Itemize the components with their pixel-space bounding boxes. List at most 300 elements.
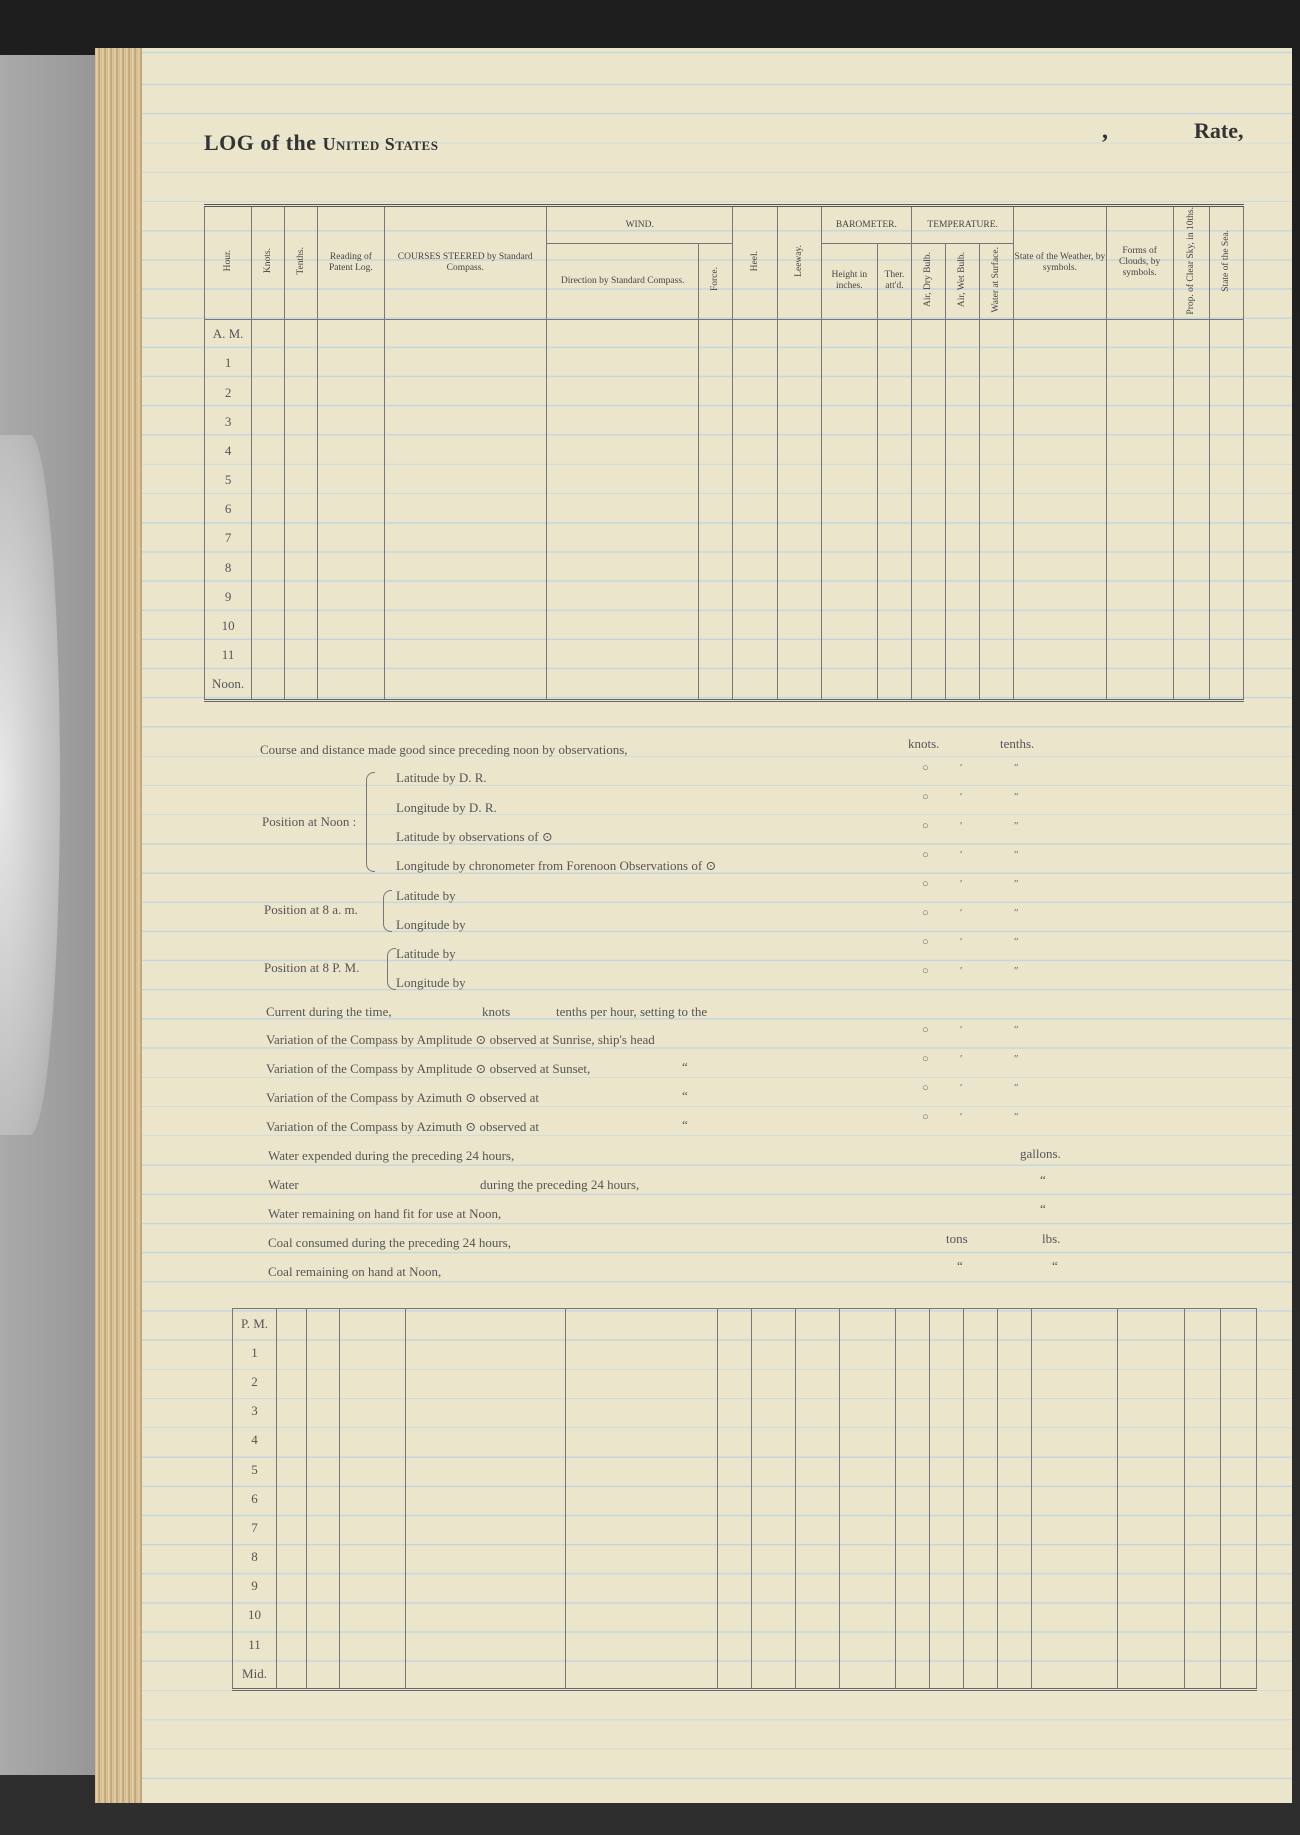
pm-entry-cell	[277, 1543, 307, 1572]
pm-entry-cell	[896, 1572, 930, 1601]
pm-entry-cell	[796, 1338, 840, 1367]
am-entry-cell	[946, 553, 980, 582]
am-entry-cell	[1106, 349, 1173, 378]
pm-hour-cell: 4	[233, 1426, 277, 1455]
am-entry-cell	[285, 524, 318, 553]
pm-entry-cell	[998, 1630, 1032, 1659]
am-entry-cell	[285, 611, 318, 640]
pm-entry-cell	[718, 1630, 752, 1659]
am-entry-cell	[252, 349, 285, 378]
am-entry-cell	[777, 466, 821, 495]
am-entry-cell	[946, 319, 980, 349]
pm-entry-cell	[1185, 1455, 1221, 1484]
am-row	[205, 553, 1244, 582]
am-entry-cell	[1209, 670, 1243, 701]
pm-entry-cell	[1221, 1484, 1257, 1513]
col-clear-sky: Prop. of Clear Sky, in 10ths.	[1173, 206, 1209, 320]
am-entry-cell	[1014, 407, 1106, 436]
pm-entry-cell	[406, 1630, 566, 1659]
am-row	[205, 349, 1244, 378]
pm-entry-cell	[998, 1338, 1032, 1367]
pm-entry-cell	[406, 1338, 566, 1367]
am-entry-cell	[1106, 553, 1173, 582]
am-hour-cell: Noon.	[205, 670, 252, 701]
pm-entry-cell	[796, 1513, 840, 1542]
pm-entry-cell	[307, 1543, 340, 1572]
pm-hour-cell: 7	[233, 1513, 277, 1542]
am-entry-cell	[733, 495, 777, 524]
am-entry-cell	[1014, 553, 1106, 582]
pm-entry-cell	[277, 1601, 307, 1630]
dms-deg-mark: ○	[922, 1111, 929, 1123]
am-entry-cell	[877, 553, 911, 582]
am-entry-cell	[1106, 319, 1173, 349]
dms-min-mark: ′	[960, 878, 963, 890]
dms-sec-mark: ″	[1014, 907, 1019, 919]
am-entry-cell	[252, 582, 285, 611]
am-hour-cell: 10	[205, 611, 252, 640]
pm-entry-cell	[796, 1455, 840, 1484]
am-hour-cell: 2	[205, 378, 252, 407]
pm-entry-cell	[406, 1455, 566, 1484]
coal-consumed: Coal consumed during the preceding 24 hours,	[268, 1235, 511, 1250]
dms-sec-mark: ″	[1014, 1024, 1019, 1036]
am-entry-cell	[1014, 349, 1106, 378]
am-entry-cell	[877, 349, 911, 378]
pm-row	[233, 1513, 1257, 1542]
am-entry-cell	[777, 495, 821, 524]
am-entry-cell	[1106, 466, 1173, 495]
pm8-position-label: Position at 8 P. M.	[264, 960, 360, 975]
col-tenths: Tenths.	[285, 206, 318, 320]
am-entry-cell	[699, 641, 733, 670]
pm-entry-cell	[752, 1543, 796, 1572]
pm-entry-cell	[930, 1397, 964, 1426]
am-entry-cell	[285, 582, 318, 611]
am-entry-cell	[733, 641, 777, 670]
am-entry-cell	[1209, 378, 1243, 407]
dms-deg-mark: ○	[922, 1082, 929, 1094]
pm-hour-cell: 1	[233, 1338, 277, 1367]
pm-entry-cell	[896, 1601, 930, 1630]
pm-entry-cell	[930, 1513, 964, 1542]
am-entry-cell	[1209, 582, 1243, 611]
am-entry-cell	[1173, 670, 1209, 701]
pm-entry-cell	[277, 1367, 307, 1396]
col-air-wet: Air, Wet Bulb.	[946, 244, 980, 319]
pm-entry-cell	[998, 1484, 1032, 1513]
pm-entry-cell	[796, 1630, 840, 1659]
am-entry-cell	[1014, 611, 1106, 640]
pm-row	[233, 1601, 1257, 1630]
am-entry-cell	[546, 495, 698, 524]
pm-entry-cell	[566, 1367, 718, 1396]
pm-entry-cell	[340, 1543, 406, 1572]
pm-entry-cell	[1221, 1455, 1257, 1484]
noon-lat-dr: Latitude by D. R.	[396, 770, 487, 785]
pm-entry-cell	[307, 1659, 340, 1690]
pm-entry-cell	[752, 1338, 796, 1367]
am-entry-cell	[821, 611, 877, 640]
am-entry-cell	[946, 611, 980, 640]
am-entry-cell	[384, 319, 546, 349]
pm-entry-cell	[406, 1484, 566, 1513]
am-hour-cell: 1	[205, 349, 252, 378]
pm-entry-cell	[752, 1309, 796, 1339]
pm-entry-cell	[796, 1309, 840, 1339]
pm-rows	[233, 1309, 1257, 1690]
am-entry-cell	[1106, 641, 1173, 670]
pm-entry-cell	[840, 1367, 896, 1396]
am-entry-cell	[1173, 349, 1209, 378]
pm-entry-cell	[796, 1367, 840, 1396]
pm-entry-cell	[340, 1630, 406, 1659]
am-entry-cell	[384, 466, 546, 495]
dms-sec-mark: ″	[1014, 762, 1019, 774]
pm-entry-cell	[840, 1309, 896, 1339]
am-entry-cell	[318, 611, 384, 640]
pm-entry-cell	[307, 1397, 340, 1426]
am-entry-cell	[384, 407, 546, 436]
am-entry-cell	[821, 349, 877, 378]
pm-hour-cell: P. M.	[233, 1309, 277, 1339]
am-entry-cell	[777, 582, 821, 611]
dms-sec-mark: ″	[1014, 965, 1019, 977]
pm8-long: Longitude by	[396, 975, 466, 990]
am-entry-cell	[980, 378, 1014, 407]
ditto-1: “	[682, 1059, 688, 1074]
pm-entry-cell	[1185, 1426, 1221, 1455]
ditto-3: “	[682, 1117, 688, 1132]
am-entry-cell	[384, 524, 546, 553]
am-entry-cell	[733, 466, 777, 495]
am-entry-cell	[384, 495, 546, 524]
am-entry-cell	[733, 407, 777, 436]
dms-deg-mark: ○	[922, 1053, 929, 1065]
pm-entry-cell	[840, 1513, 896, 1542]
am-entry-cell	[384, 436, 546, 465]
pm-entry-cell	[930, 1426, 964, 1455]
pm-entry-cell	[896, 1426, 930, 1455]
am-entry-cell	[285, 407, 318, 436]
am-entry-cell	[318, 436, 384, 465]
pm-entry-cell	[1032, 1426, 1118, 1455]
noon-long-dr: Longitude by D. R.	[396, 800, 497, 815]
pm-row	[233, 1397, 1257, 1426]
log-title: LOG of the United States	[204, 130, 439, 155]
pm-entry-cell	[1221, 1513, 1257, 1542]
dms-min-mark: ′	[960, 1024, 963, 1036]
pm-entry-cell	[566, 1543, 718, 1572]
ditto-lbs: “	[1052, 1258, 1058, 1273]
header-comma: ,	[1102, 118, 1108, 144]
pm-entry-cell	[340, 1367, 406, 1396]
pm-row	[233, 1367, 1257, 1396]
am-entry-cell	[980, 466, 1014, 495]
am-entry-cell	[980, 582, 1014, 611]
pm-entry-cell	[1118, 1513, 1185, 1542]
am-entry-cell	[252, 466, 285, 495]
am-entry-cell	[546, 349, 698, 378]
pm-entry-cell	[752, 1484, 796, 1513]
variation-sunrise: Variation of the Compass by Amplitude ⊙ observed at Sunrise, ship's head	[266, 1032, 655, 1047]
pm-entry-cell	[340, 1513, 406, 1542]
pm-entry-cell	[307, 1426, 340, 1455]
am-hour-cell: 6	[205, 495, 252, 524]
am-entry-cell	[699, 495, 733, 524]
noon-brace	[366, 772, 375, 872]
pm-entry-cell	[406, 1309, 566, 1339]
pm-entry-cell	[1221, 1367, 1257, 1396]
dms-min-mark: ′	[960, 820, 963, 832]
am-entry-cell	[946, 349, 980, 378]
am-entry-cell	[1173, 436, 1209, 465]
am-entry-cell	[699, 466, 733, 495]
am-entry-cell	[980, 641, 1014, 670]
pm-entry-cell	[930, 1572, 964, 1601]
am-entry-cell	[777, 378, 821, 407]
am-entry-cell	[980, 553, 1014, 582]
pm-entry-cell	[277, 1572, 307, 1601]
am-entry-cell	[252, 670, 285, 701]
am-entry-cell	[1014, 319, 1106, 349]
pm-entry-cell	[896, 1630, 930, 1659]
col-hour: Hour.	[205, 206, 252, 320]
am-entry-cell	[877, 319, 911, 349]
am-entry-cell	[546, 319, 698, 349]
am-entry-cell	[546, 466, 698, 495]
pm-entry-cell	[752, 1397, 796, 1426]
am-rows	[205, 319, 1244, 700]
variation-sunset: Variation of the Compass by Amplitude ⊙ observed at Sunset,	[266, 1061, 591, 1076]
pm-entry-cell	[307, 1513, 340, 1542]
am-entry-cell	[1209, 611, 1243, 640]
pm-hour-cell: 6	[233, 1484, 277, 1513]
am-hour-cell: 8	[205, 553, 252, 582]
noon-lat-obs: Latitude by observations of ⊙	[396, 829, 553, 844]
water-remaining: Water remaining on hand fit for use at Noon,	[268, 1206, 502, 1221]
am-entry-cell	[911, 641, 945, 670]
am-entry-cell	[546, 553, 698, 582]
am-entry-cell	[1014, 524, 1106, 553]
pm-hour-cell: 10	[233, 1601, 277, 1630]
pm-entry-cell	[340, 1659, 406, 1690]
am8-brace	[383, 890, 392, 932]
am-entry-cell	[877, 524, 911, 553]
pm-entry-cell	[340, 1484, 406, 1513]
am-entry-cell	[911, 319, 945, 349]
pm-entry-cell	[1221, 1572, 1257, 1601]
dms-min-mark: ′	[960, 849, 963, 861]
pm-entry-cell	[840, 1455, 896, 1484]
am-entry-cell	[1014, 378, 1106, 407]
pm-entry-cell	[752, 1426, 796, 1455]
am-row	[205, 436, 1244, 465]
pm-entry-cell	[964, 1513, 998, 1542]
pm-entry-cell	[796, 1426, 840, 1455]
am-entry-cell	[384, 670, 546, 701]
am-entry-cell	[1173, 319, 1209, 349]
am-entry-cell	[733, 349, 777, 378]
am-entry-cell	[877, 378, 911, 407]
am-entry-cell	[946, 407, 980, 436]
dms-deg-mark: ○	[922, 1024, 929, 1036]
am-entry-cell	[318, 641, 384, 670]
pm-entry-cell	[1032, 1543, 1118, 1572]
pm-entry-cell	[964, 1601, 998, 1630]
dms-min-mark: ′	[960, 1053, 963, 1065]
am-log-table	[204, 204, 1244, 702]
pm-log-table	[232, 1308, 1257, 1691]
am-entry-cell	[1209, 407, 1243, 436]
am-entry-cell	[699, 378, 733, 407]
pm-entry-cell	[964, 1659, 998, 1690]
am-entry-cell	[980, 436, 1014, 465]
pm-entry-cell	[277, 1397, 307, 1426]
pm-entry-cell	[752, 1367, 796, 1396]
pm-entry-cell	[998, 1543, 1032, 1572]
variation-azimuth-1: Variation of the Compass by Azimuth ⊙ observed at	[266, 1090, 540, 1105]
am-entry-cell	[821, 436, 877, 465]
pm-entry-cell	[964, 1367, 998, 1396]
pm-entry-cell	[1221, 1309, 1257, 1339]
pm-entry-cell	[718, 1338, 752, 1367]
dms-min-mark: ′	[960, 791, 963, 803]
pm-entry-cell	[406, 1601, 566, 1630]
pm-entry-cell	[1221, 1630, 1257, 1659]
coal-remaining: Coal remaining on hand at Noon,	[268, 1264, 442, 1279]
pm-entry-cell	[406, 1659, 566, 1690]
pm-entry-cell	[1221, 1338, 1257, 1367]
pm-entry-cell	[796, 1659, 840, 1690]
am-entry-cell	[777, 349, 821, 378]
pm-entry-cell	[752, 1630, 796, 1659]
col-barometer: BAROMETER.	[821, 206, 911, 244]
pm-row	[233, 1543, 1257, 1572]
am-hour-cell: 9	[205, 582, 252, 611]
pm-entry-cell	[930, 1367, 964, 1396]
pm-entry-cell	[1185, 1397, 1221, 1426]
am-entry-cell	[911, 670, 945, 701]
am-row	[205, 524, 1244, 553]
am-entry-cell	[384, 582, 546, 611]
am-entry-cell	[1014, 641, 1106, 670]
am-entry-cell	[1106, 495, 1173, 524]
am-entry-cell	[318, 349, 384, 378]
col-temperature: TEMPERATURE.	[911, 206, 1013, 244]
pm-entry-cell	[1185, 1543, 1221, 1572]
pm-entry-cell	[718, 1426, 752, 1455]
pm-entry-cell	[998, 1309, 1032, 1339]
am-entry-cell	[733, 670, 777, 701]
pm-entry-cell	[1118, 1659, 1185, 1690]
dms-sec-mark: ″	[1014, 936, 1019, 948]
am-entry-cell	[318, 553, 384, 582]
am-entry-cell	[318, 582, 384, 611]
ditto-tons: “	[957, 1258, 963, 1273]
pm-entry-cell	[930, 1309, 964, 1339]
pm-entry-cell	[1185, 1484, 1221, 1513]
pm-entry-cell	[718, 1572, 752, 1601]
am-entry-cell	[946, 582, 980, 611]
dms-deg-mark: ○	[922, 849, 929, 861]
am-entry-cell	[946, 641, 980, 670]
am-entry-cell	[1014, 495, 1106, 524]
pm-entry-cell	[1185, 1338, 1221, 1367]
am-entry-cell	[1014, 436, 1106, 465]
pm-entry-cell	[566, 1426, 718, 1455]
am-entry-cell	[911, 495, 945, 524]
am-entry-cell	[546, 524, 698, 553]
pm-entry-cell	[277, 1659, 307, 1690]
pm-entry-cell	[796, 1484, 840, 1513]
pm-entry-cell	[840, 1659, 896, 1690]
am-entry-cell	[980, 524, 1014, 553]
am-entry-cell	[318, 466, 384, 495]
ditto-water-remaining: “	[1040, 1201, 1046, 1216]
pm-entry-cell	[796, 1572, 840, 1601]
am-entry-cell	[911, 553, 945, 582]
am-entry-cell	[252, 407, 285, 436]
pm-entry-cell	[840, 1601, 896, 1630]
col-force: Force.	[699, 244, 733, 319]
am-entry-cell	[821, 524, 877, 553]
am-entry-cell	[546, 641, 698, 670]
am-entry-cell	[699, 407, 733, 436]
noon-position-label: Position at Noon :	[262, 814, 357, 829]
pm-entry-cell	[1118, 1338, 1185, 1367]
dms-deg-mark: ○	[922, 878, 929, 890]
am-entry-cell	[877, 436, 911, 465]
am-entry-cell	[877, 582, 911, 611]
am-entry-cell	[1106, 524, 1173, 553]
pm-entry-cell	[998, 1659, 1032, 1690]
pm-entry-cell	[964, 1397, 998, 1426]
pm-entry-cell	[998, 1601, 1032, 1630]
am-entry-cell	[1209, 436, 1243, 465]
am-entry-cell	[285, 495, 318, 524]
pm-entry-cell	[1118, 1572, 1185, 1601]
am-entry-cell	[946, 670, 980, 701]
pm-entry-cell	[1185, 1572, 1221, 1601]
am-entry-cell	[546, 611, 698, 640]
knots-label: knots.	[908, 736, 940, 751]
pm-entry-cell	[998, 1426, 1032, 1455]
pm-entry-cell	[340, 1309, 406, 1339]
pm-hour-cell: Mid.	[233, 1659, 277, 1690]
pm-entry-cell	[406, 1367, 566, 1396]
pm-entry-cell	[896, 1513, 930, 1542]
pm-entry-cell	[1032, 1338, 1118, 1367]
col-clouds: Forms of Clouds, by symbols.	[1106, 206, 1173, 320]
am-entry-cell	[1173, 524, 1209, 553]
col-sea: State of the Sea.	[1209, 206, 1243, 320]
dms-deg-mark: ○	[922, 936, 929, 948]
pm-entry-cell	[796, 1543, 840, 1572]
am-entry-cell	[877, 611, 911, 640]
pm8-brace	[387, 948, 396, 990]
pm-entry-cell	[896, 1455, 930, 1484]
am-entry-cell	[1209, 319, 1243, 349]
am-entry-cell	[699, 582, 733, 611]
am-entry-cell	[1209, 466, 1243, 495]
pm-entry-cell	[307, 1601, 340, 1630]
am-entry-cell	[384, 378, 546, 407]
pm-entry-cell	[930, 1630, 964, 1659]
pm-entry-cell	[406, 1513, 566, 1542]
pm-entry-cell	[718, 1543, 752, 1572]
am-entry-cell	[946, 495, 980, 524]
